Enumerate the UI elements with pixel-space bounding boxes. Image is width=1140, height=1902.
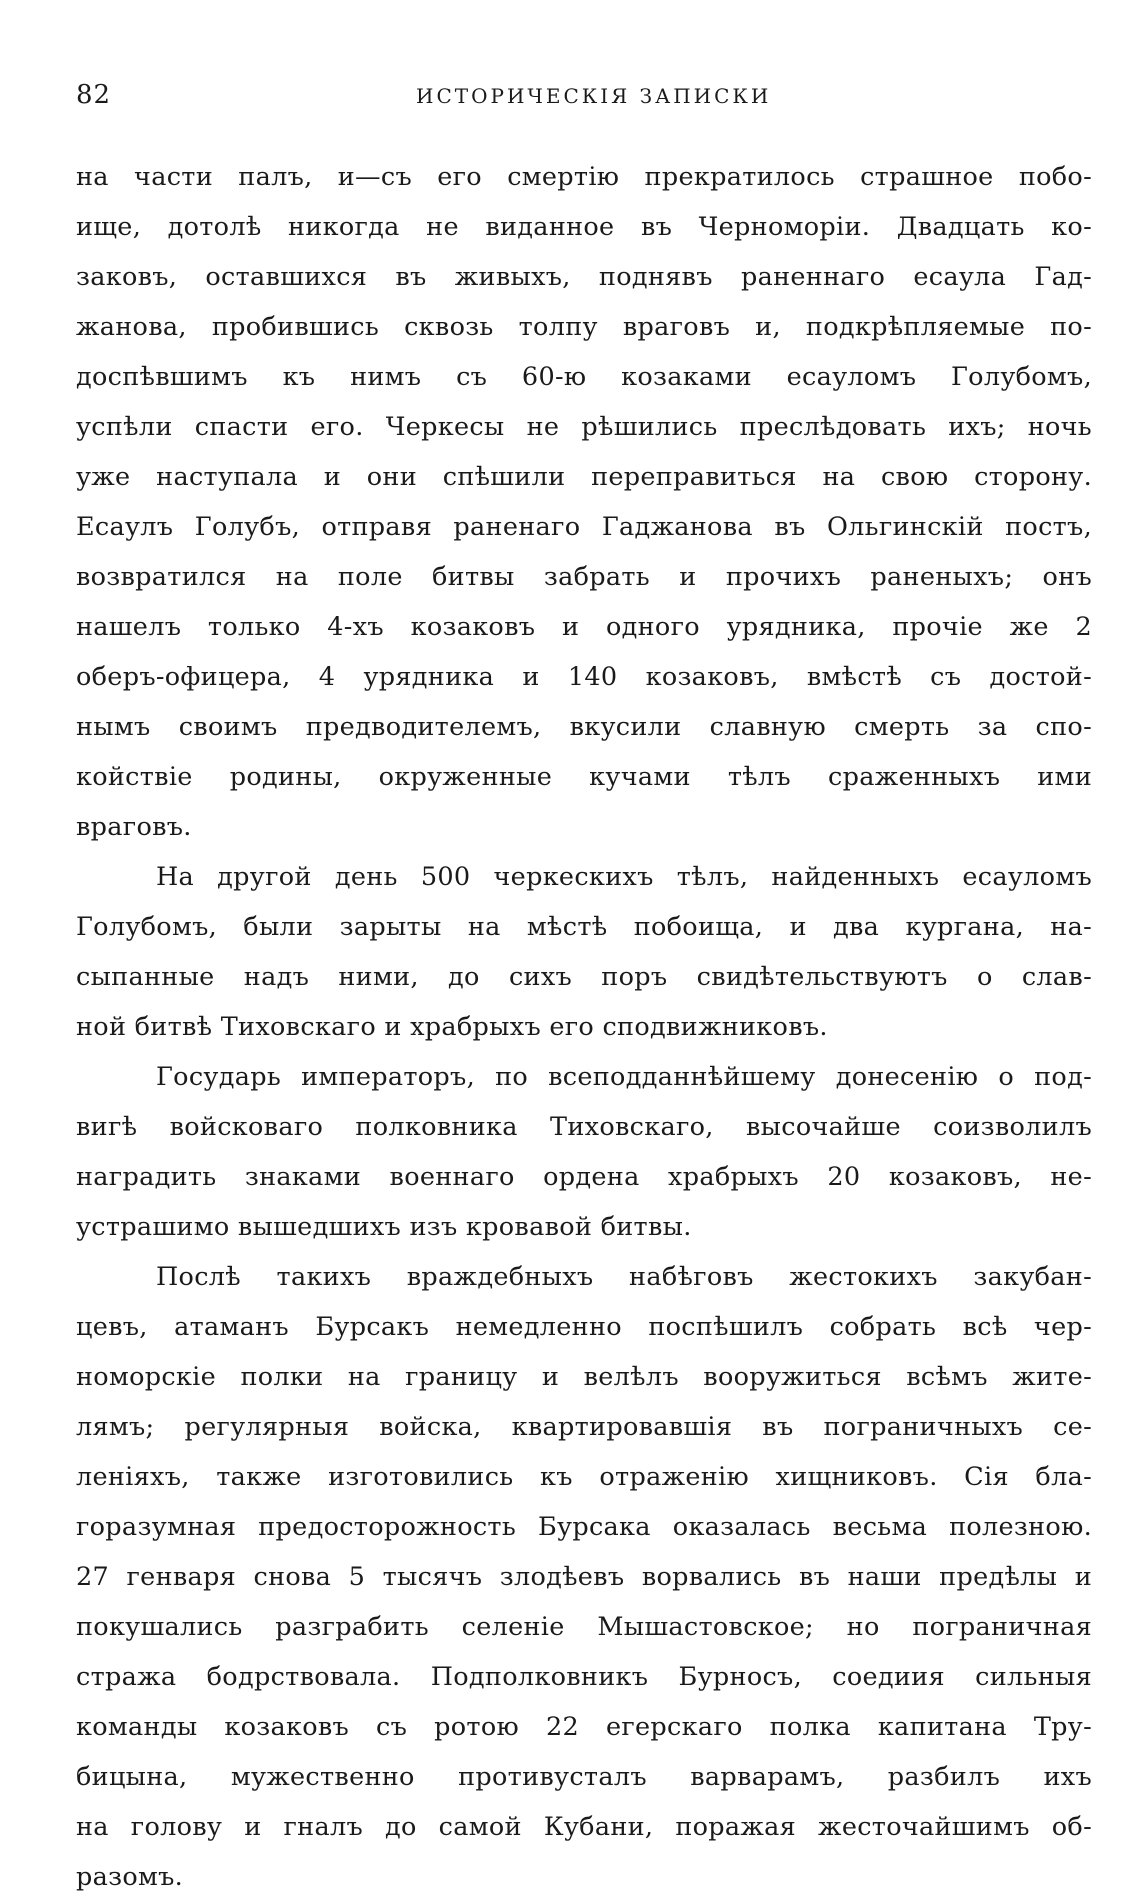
text-line: успѣли спасти его. Черкесы не рѣшились преслѣдовать ихъ; ночь [76, 412, 1092, 442]
text-line: жанова, пробившись сквозь толпу враговъ и, подкрѣпляемые по- [76, 312, 1092, 342]
text-line: горазумная предосторожность Бурсака оказалась весьма полезною. [76, 1512, 1092, 1542]
text-line: номорскіе полки на границу и велѣлъ вооружиться всѣмъ жите- [76, 1362, 1092, 1392]
text-line: ище, дотолѣ никогда не виданное въ Черноморіи. Двадцать ко- [76, 212, 1092, 242]
text-line: оберъ-офицера, 4 урядника и 140 козаковъ, вмѣстѣ съ достой- [76, 662, 1092, 692]
running-title: ИСТОРИЧЕСКІЯ ЗАПИСКИ [416, 84, 772, 108]
text-line: устрашимо вышедшихъ изъ кровавой битвы. [76, 1212, 692, 1242]
text-line: Есаулъ Голубъ, отправя раненаго Гаджанова въ Ольгинскій постъ, [76, 512, 1092, 542]
paragraph-start-line: Государь императоръ, по всеподданнѣйшему донесенію о под- [156, 1062, 1092, 1092]
text-line: команды козаковъ съ ротою 22 егерскаго полка капитана Тру- [76, 1712, 1092, 1742]
text-line: стража бодрствовала. Подполковникъ Бурносъ, соедиия сильныя [76, 1662, 1092, 1692]
text-line: ной битвѣ Тиховскаго и храбрыхъ его сподвижниковъ. [76, 1012, 828, 1042]
text-line: доспѣвшимъ къ нимъ съ 60-ю козаками есауломъ Голубомъ, [76, 362, 1092, 392]
body-text [76, 152, 1092, 1902]
text-line: враговъ. [76, 812, 192, 842]
text-line: возвратился на поле битвы забрать и прочихъ раненыхъ; онъ [76, 562, 1092, 592]
text-line: вигѣ войсковаго полковника Тиховскаго, высочайше соизволилъ [76, 1112, 1092, 1142]
text-line: лямъ; регулярныя войска, квартировавшія въ пограничныхъ се- [76, 1412, 1092, 1442]
page-header [76, 80, 1076, 120]
text-line: на части палъ, и—съ его смертію прекратилось страшное побо- [76, 162, 1092, 192]
text-line: сыпанные надъ ними, до сихъ поръ свидѣтельствуютъ о слав- [76, 962, 1092, 992]
text-line: нашелъ только 4-хъ козаковъ и одного урядника, прочіе же 2 [76, 612, 1092, 642]
text-line: заковъ, оставшихся въ живыхъ, поднявъ раненнаго есаула Гад- [76, 262, 1092, 292]
text-line: покушались разграбить селеніе Мышастовское; но пограничная [76, 1612, 1092, 1642]
text-line: на голову и гналъ до самой Кубани, поражая жесточайшимъ об- [76, 1812, 1092, 1842]
text-line: койствіе родины, окруженные кучами тѣлъ сраженныхъ ими [76, 762, 1092, 792]
text-line: 27 генваря снова 5 тысячъ злодѣевъ ворвались въ наши предѣлы и [76, 1562, 1092, 1592]
page-number: 82 [76, 80, 112, 110]
text-line: леніяхъ, также изготовились къ отраженію хищниковъ. Сія бла- [76, 1462, 1092, 1492]
text-line: нымъ своимъ предводителемъ, вкусили славную смерть за спо- [76, 712, 1092, 742]
paragraph-start-line: Послѣ такихъ враждебныхъ набѣговъ жестокихъ закубан- [156, 1262, 1092, 1292]
text-line: Голубомъ, были зарыты на мѣстѣ побоища, и два кургана, на- [76, 912, 1092, 942]
text-line: бицына, мужественно противусталъ варварамъ, разбилъ ихъ [76, 1762, 1092, 1792]
text-line: наградить знаками военнаго ордена храбрыхъ 20 козаковъ, не- [76, 1162, 1092, 1192]
text-line: разомъ. [76, 1862, 184, 1892]
text-line: цевъ, атаманъ Бурсакъ немедленно поспѣшилъ собрать всѣ чер- [76, 1312, 1092, 1342]
text-line: уже наступала и они спѣшили переправиться на свою сторону. [76, 462, 1092, 492]
paragraph-start-line: На другой день 500 черкескихъ тѣлъ, найденныхъ есауломъ [156, 862, 1092, 892]
